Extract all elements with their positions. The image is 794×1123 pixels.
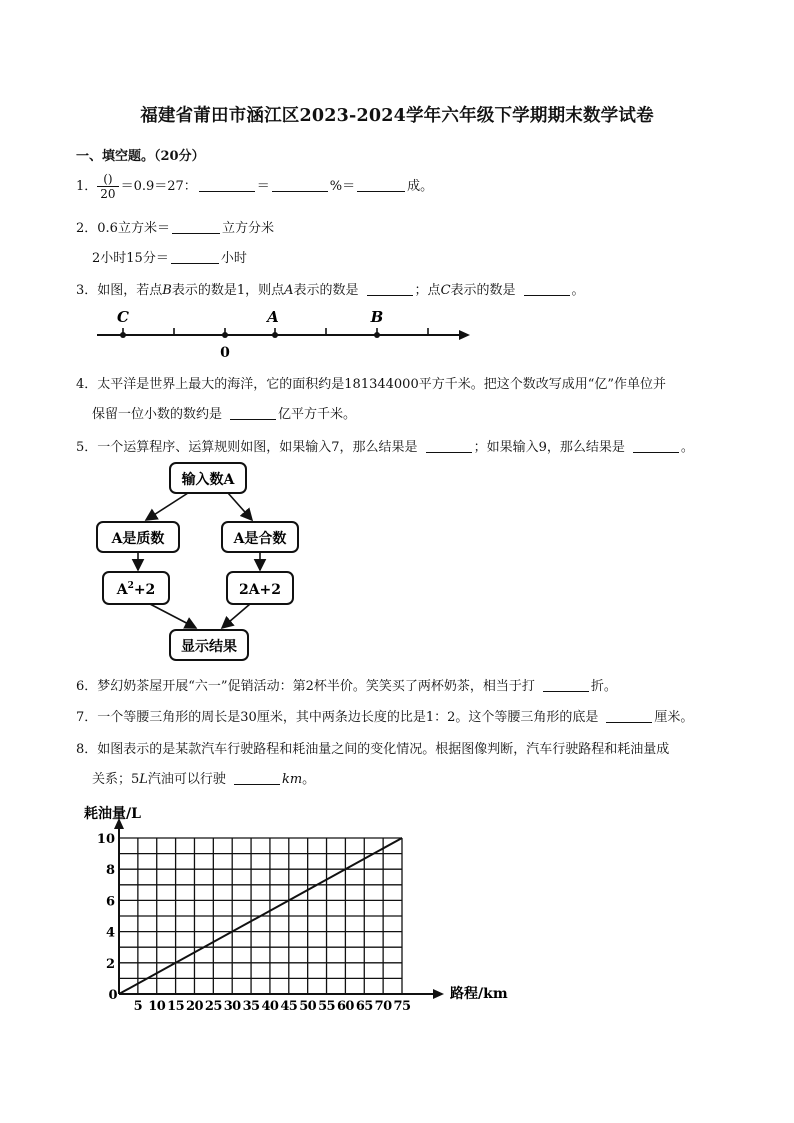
page-title: 福建省莆田市涵江区2023-2024学年六年级下学期期末数学试卷 bbox=[140, 106, 654, 126]
flow-op-prime-base: A bbox=[116, 582, 128, 598]
q7-text: 一个等腰三角形的周长是30厘米，其中两条边长度的比是1：2。这个等腰三角形的底是 bbox=[97, 710, 599, 725]
x-tick-label: 20 bbox=[186, 999, 203, 1014]
x-tick-label: 45 bbox=[280, 999, 298, 1014]
x-tick-label: 60 bbox=[336, 999, 354, 1014]
x-tick-label: 50 bbox=[299, 999, 317, 1014]
q3-text: 。 bbox=[571, 283, 585, 298]
q3-text: 如图，若点 bbox=[97, 283, 163, 298]
q3-text: ；点 bbox=[414, 283, 441, 298]
label-c: C bbox=[117, 308, 129, 326]
q2-text: 立方分米 bbox=[221, 221, 274, 236]
q3-text: 表示的数是 bbox=[450, 283, 516, 298]
q5-text: 一个运算程序、运算规则如图，如果输入7，那么结果是 bbox=[97, 440, 418, 455]
question-number: 5． bbox=[76, 440, 98, 455]
x-tick-label: 15 bbox=[167, 999, 185, 1014]
variable: A bbox=[284, 283, 294, 298]
x-tick-label: 30 bbox=[223, 999, 241, 1014]
chart-y-tick-labels bbox=[97, 832, 115, 972]
flow-output-label: 显示结果 bbox=[181, 639, 237, 655]
fraction-denominator: 20 bbox=[100, 187, 116, 201]
q8-text: 汽油可以行驶 bbox=[147, 772, 226, 787]
flow-composite-label: A是合数 bbox=[233, 531, 287, 547]
q8-text: 如图表示的是某款汽车行驶路程和耗油量之间的变化情况。根据图像判断，汽车行驶路程和耗油量成 bbox=[97, 742, 670, 757]
y-tick-label: 10 bbox=[96, 832, 115, 847]
q2-text: 0.6立方米＝ bbox=[97, 221, 170, 236]
unit: km bbox=[281, 772, 303, 787]
y-tick-label: 8 bbox=[105, 863, 115, 879]
q5-text: ；如果输入9，那么结果是 bbox=[473, 440, 625, 455]
question-number: 2． bbox=[76, 221, 98, 236]
x-axis-arrow bbox=[433, 989, 444, 999]
flow-prime-label: A是质数 bbox=[111, 531, 165, 547]
q1-text: %＝ bbox=[329, 179, 356, 194]
q3-text: 表示的数是 bbox=[293, 283, 359, 298]
question-number: 6． bbox=[76, 679, 98, 694]
variable: B bbox=[162, 283, 172, 298]
label-b: B bbox=[370, 308, 384, 326]
q1-text: 成。 bbox=[407, 179, 434, 194]
label-a: A bbox=[267, 308, 279, 326]
flow-op-prime-rest: +2 bbox=[133, 582, 156, 598]
flow-input-label: 输入数A bbox=[181, 472, 235, 488]
unit: L bbox=[139, 772, 148, 787]
q1-text: ＝ bbox=[256, 179, 270, 194]
q4-text: 亿平方千米。 bbox=[278, 407, 357, 422]
section-heading: 一、填空题。（20分） bbox=[76, 149, 205, 164]
chart-y-axis-label: 耗油量/L bbox=[84, 806, 141, 822]
question-number: 4． bbox=[76, 377, 98, 392]
label-zero: 0 bbox=[220, 345, 230, 361]
q6-text: 折。 bbox=[590, 679, 617, 694]
flow-op-composite-label: 2A+2 bbox=[238, 582, 282, 598]
x-tick-label: 10 bbox=[148, 999, 166, 1014]
x-tick-label: 5 bbox=[133, 999, 143, 1014]
q4-text: 太平洋是世界上最大的海洋，它的面积约是181344000平方千米。把这个数改写成用“亿”作单位并 bbox=[97, 377, 667, 392]
y-tick-label: 6 bbox=[105, 894, 115, 910]
x-tick-label: 35 bbox=[242, 999, 260, 1014]
x-tick-label: 70 bbox=[374, 999, 392, 1014]
q8-text: 关系；5 bbox=[92, 772, 140, 787]
fraction-numerator: () bbox=[97, 172, 118, 187]
chart-x-tick-labels bbox=[134, 999, 411, 1014]
chart-origin-label: 0 bbox=[108, 988, 118, 1003]
q4-text: 保留一位小数的数约是 bbox=[92, 407, 223, 422]
q2-text: 小时 bbox=[220, 251, 247, 266]
chart-x-axis-label: 路程/km bbox=[450, 986, 508, 1002]
q2-text: 2小时15分＝ bbox=[92, 251, 169, 266]
question-number: 8． bbox=[76, 742, 98, 757]
q1-text: ＝0.9＝27： bbox=[120, 179, 197, 194]
q7-text: 厘米。 bbox=[654, 710, 694, 725]
q5-text: 。 bbox=[680, 440, 694, 455]
x-tick-label: 65 bbox=[355, 999, 373, 1014]
question-number: 3． bbox=[76, 283, 98, 298]
q6-text: 梦幻奶茶屋开展“六一”促销活动：第2杯半价。笑笑买了两杯奶茶，相当于打 bbox=[97, 679, 535, 694]
q8-text: 。 bbox=[302, 772, 316, 787]
question-number: 7． bbox=[76, 710, 98, 725]
variable: C bbox=[440, 283, 451, 298]
x-tick-label: 25 bbox=[204, 999, 222, 1014]
y-tick-label: 2 bbox=[105, 956, 115, 972]
x-tick-label: 75 bbox=[393, 999, 411, 1014]
y-tick-label: 4 bbox=[105, 925, 115, 941]
question-number: 1． bbox=[76, 179, 98, 194]
x-tick-label: 40 bbox=[261, 999, 279, 1014]
x-tick-label: 55 bbox=[318, 999, 335, 1014]
flow-op-prime-exp: 2 bbox=[127, 581, 134, 591]
chart-axes bbox=[114, 818, 444, 999]
q3-text: 表示的数是1，则点 bbox=[171, 283, 285, 298]
